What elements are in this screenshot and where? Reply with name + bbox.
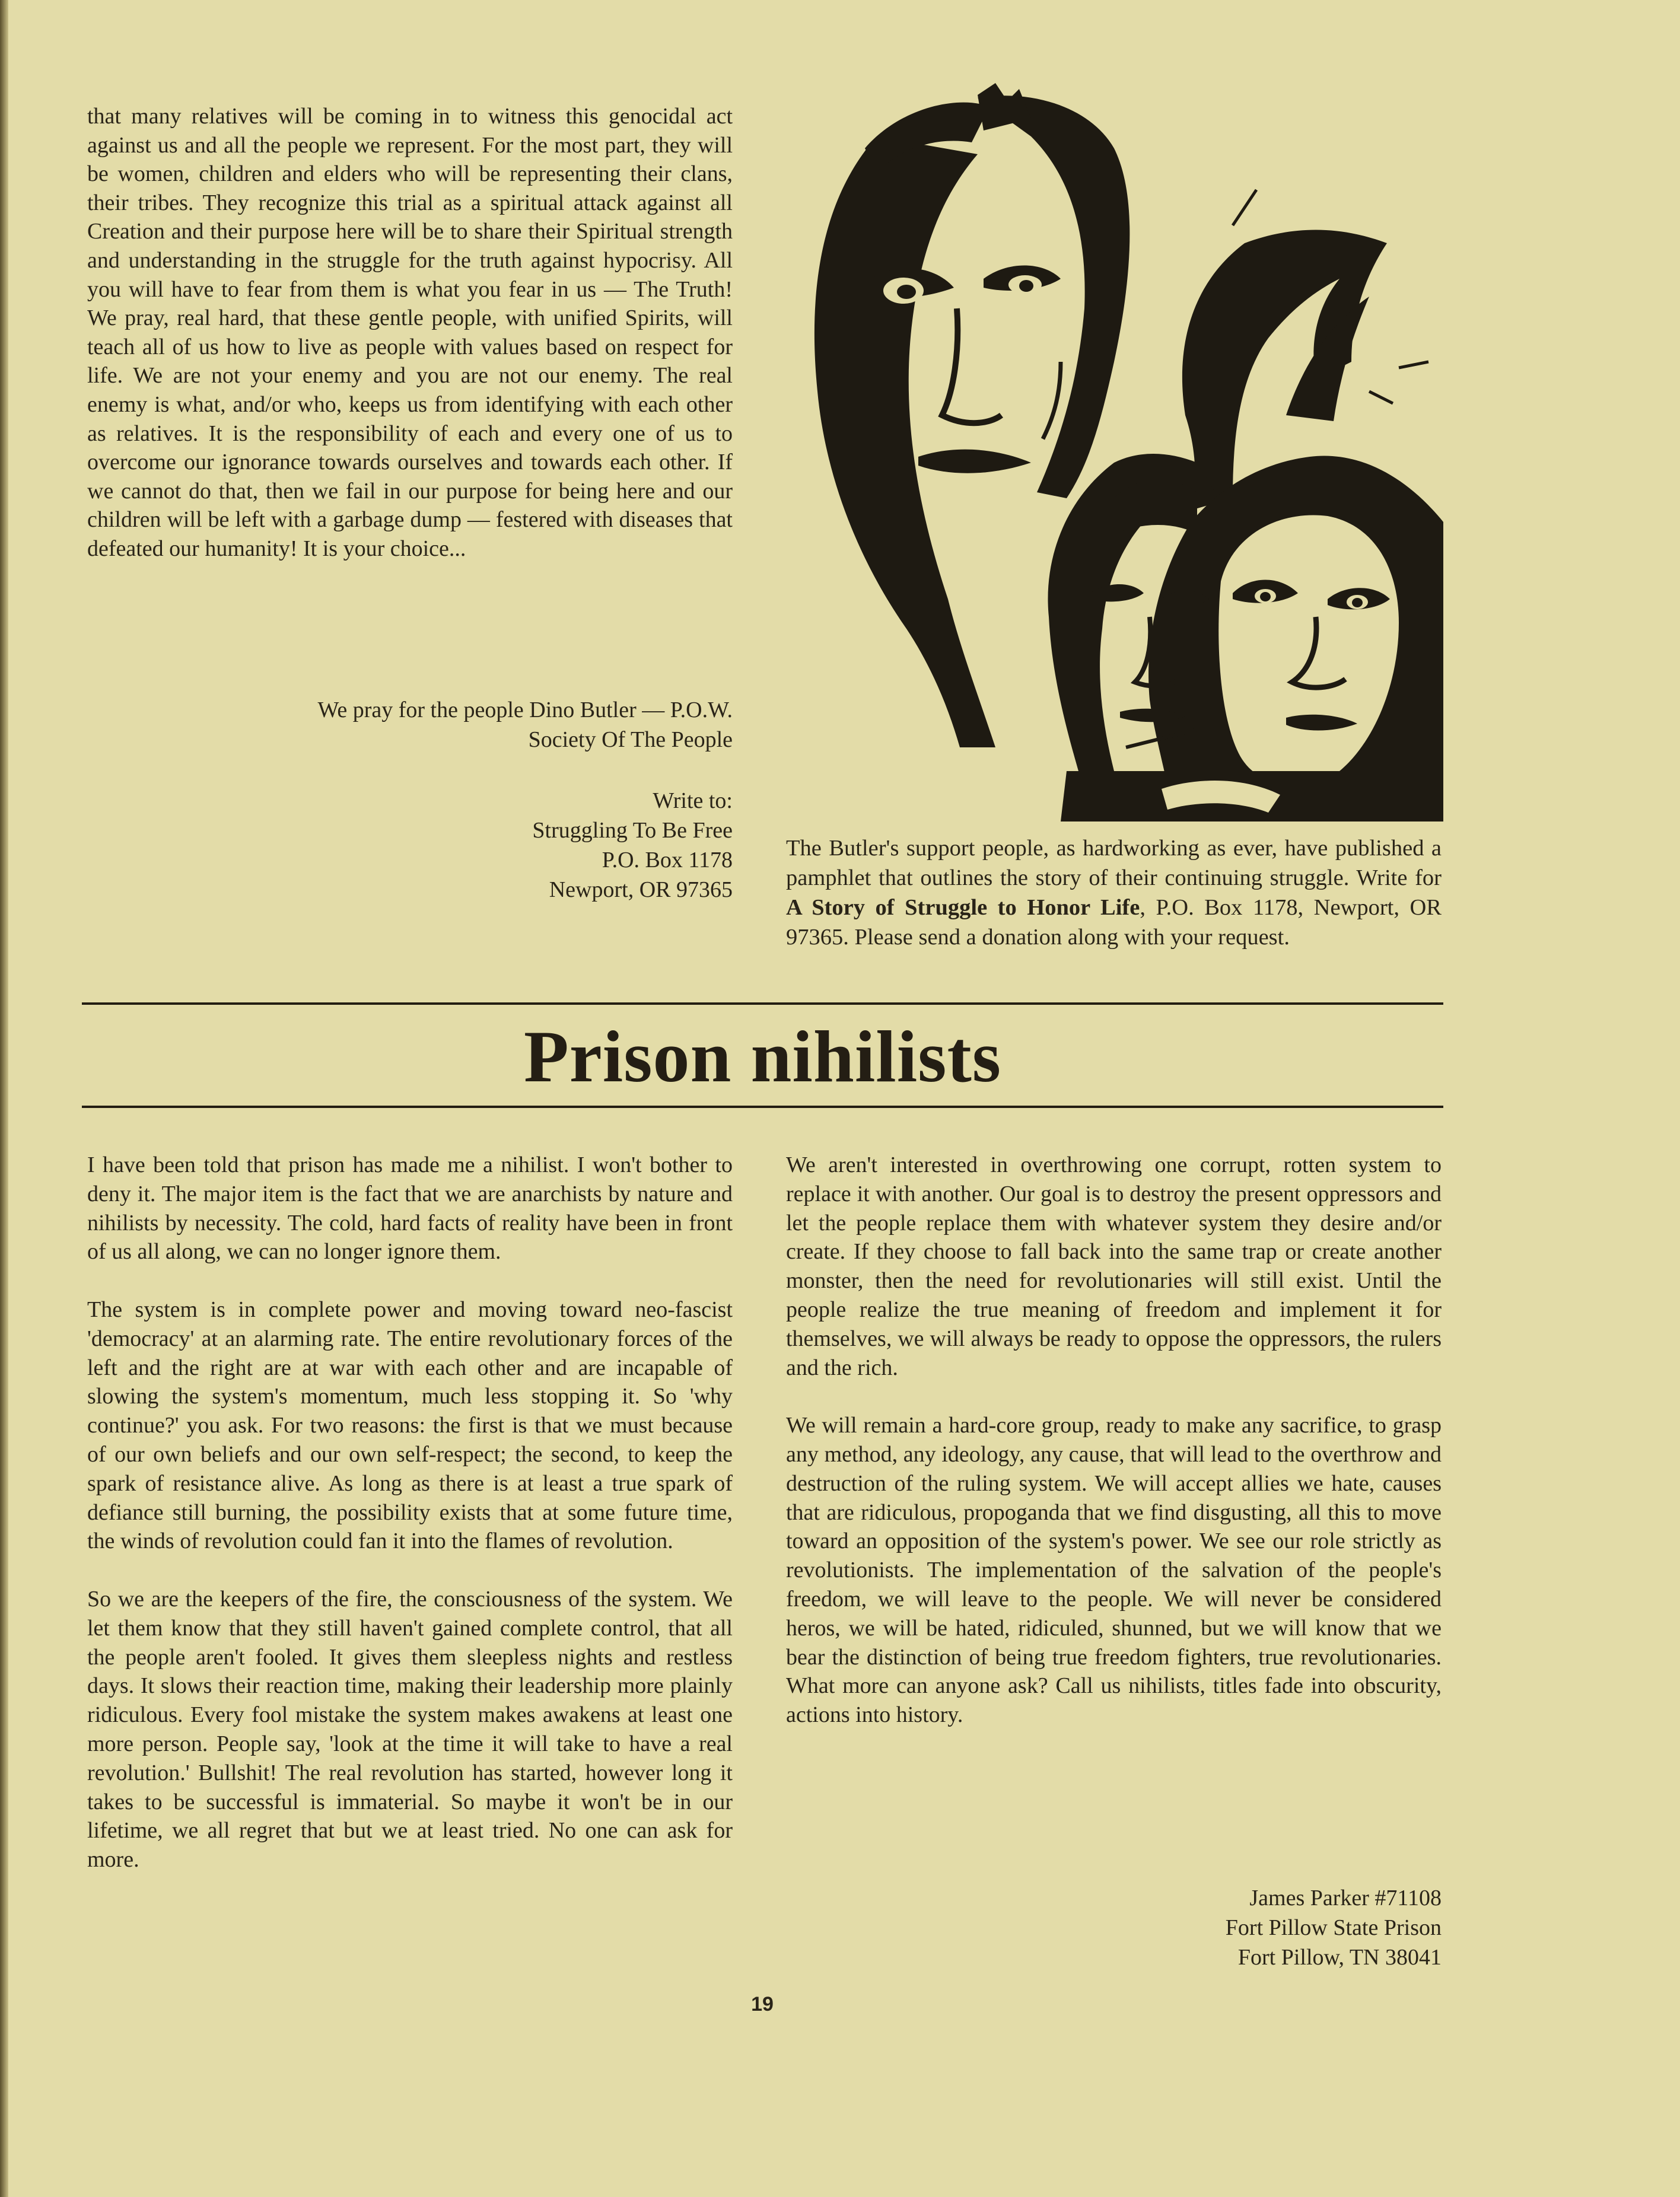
article-paragraph: We aren't interested in overthrowing one corrupt, rotten system to replace it with another. Our goal is to destroy the present oppressors and let the people replace them with whatever system they desire and/or create. If they choose to fall back into the same trap or create another monster, then the need for revolutionaries will still exist. Until the people realize the true meaning of freedom and implement it for themselves, we will always be ready to oppose the oppressors, the rulers and the rich.: [786, 1152, 1442, 1380]
write-to-address: [415, 786, 733, 905]
address-line: Struggling To Be Free: [532, 818, 733, 843]
article-paragraph: So we are the keepers of the fire, the consciousness of the system. We let them know that they still haven't gained complete control, that all the people aren't fooled. It gives them sleepless nights and restless days. It slows their reaction time, making their leadership more plainly ridiculous. Every fool mistake the system makes awakens at least one more person. People say, 'look at the time it will take to have a real revolution.' Bullshit! The real revolution has started, however long it takes to be successful is immaterial. So maybe it won't be in our lifetime, we all regret that but we at least tried. No one can ask for more.: [87, 1586, 733, 1873]
letter-column: [87, 102, 733, 563]
caption-text-end: , P.O. Box 1178, Newport, OR 97365. Please send a donation along with your request.: [786, 895, 1442, 950]
headline-rule-top: [82, 1002, 1443, 1005]
headline-rule-bottom: [82, 1106, 1443, 1108]
signoff-line: Fort Pillow, TN 38041: [1237, 1945, 1442, 1970]
signoff-line: We pray for the people Dino Butler — P.O.W.: [317, 698, 733, 722]
illustration-caption: [786, 833, 1442, 952]
letter-signoff: [160, 695, 733, 754]
article-headline: Prison nihilists: [524, 1016, 1001, 1097]
article-signoff: [786, 1883, 1442, 1972]
address-line: Write to:: [653, 788, 733, 813]
pamphlet-title: A Story of Struggle to Honor Life: [786, 895, 1140, 920]
signoff-line: Fort Pillow State Prison: [1225, 1915, 1442, 1940]
portrait-woodcut-illustration: [782, 83, 1443, 822]
article-column-left: [87, 1151, 733, 1903]
article-column-right: [786, 1151, 1442, 1759]
article-paragraph: We will remain a hard-core group, ready to make any sacrifice, to grasp any method, any ideology, any cause, that will lead to the overthrow and destruction of the ruling system. We will accept allies we hate, causes that are ridiculous, propoganda that we find disgusting, all this to move toward an opposition of the system's power. We see our role strictly as revolutionists. The implementation of the salvation of the people's freedom, we will leave to the people. We will never be considered heros, we will be hated, ridiculed, shunned, but we will know that we bear the distinction of being true freedom fighters, true revolutionaries. What more can anyone ask? Call us nihilists, titles fade into obscurity, actions into history.: [786, 1413, 1442, 1728]
article-paragraph: The system is in complete power and moving toward neo-fascist 'democracy' at an alarming rate. The entire revolutionary forces of the left and the right are at war with each other and are incapable of slowing the system's momentum, much less stopping it. So 'why continue?' you ask. For two reasons: the first is that we must because of our own beliefs and our own self-respect; the second, to keep the spark of resistance alive. As long as there is at least a true spark of defiance still burning, the possibility exists that at some future time, the winds of revolution could fan it into the flames of revolution.: [87, 1297, 733, 1554]
letter-paragraph: that many relatives will be coming in to witness this genocidal act against us and all the people we represent. For the most part, they will be women, children and elders who will be representing their clans, their tribes. They recognize this trial as a spiritual attack against all Creation and their purpose here will be to share their Spiritual strength and understanding in the struggle for the truth against hypocrisy. All you will have to fear from them is what you fear in us — The Truth! We pray, real hard, that these gentle people, with unified Spirits, will teach all of us how to live as people with values based on respect for life. We are not your enemy and you are not our enemy. The real enemy is what, and/or who, keeps us from identifying with each other as relatives. It is the responsibility of each and every one of us to overcome our ignorance towards ourselves and towards each other. If we cannot do that, then we fail in our purpose for being here and our children will be left with a garbage dump — festered with diseases that defeated our humanity! It is your choice...: [87, 104, 733, 561]
address-line: Newport, OR 97365: [549, 877, 733, 902]
signoff-line: Society Of The People: [528, 727, 733, 752]
caption-text-start: The Butler's support people, as hardworking as ever, have published a pamphlet that outlines the story of their continuing struggle. Write for: [786, 836, 1442, 890]
signoff-line: James Parker #71108: [1249, 1886, 1442, 1911]
article-paragraph: I have been told that prison has made me a nihilist. I won't bother to deny it. The major item is the fact that we are anarchists by nature and nihilists by necessity. The cold, hard facts of reality have been in front of us all along, we can no longer ignore them.: [87, 1152, 733, 1265]
page-binding-edge: [0, 0, 8, 2197]
address-line: P.O. Box 1178: [602, 848, 733, 873]
caption-text: [786, 833, 1442, 952]
page-number: 19: [751, 1993, 774, 2015]
